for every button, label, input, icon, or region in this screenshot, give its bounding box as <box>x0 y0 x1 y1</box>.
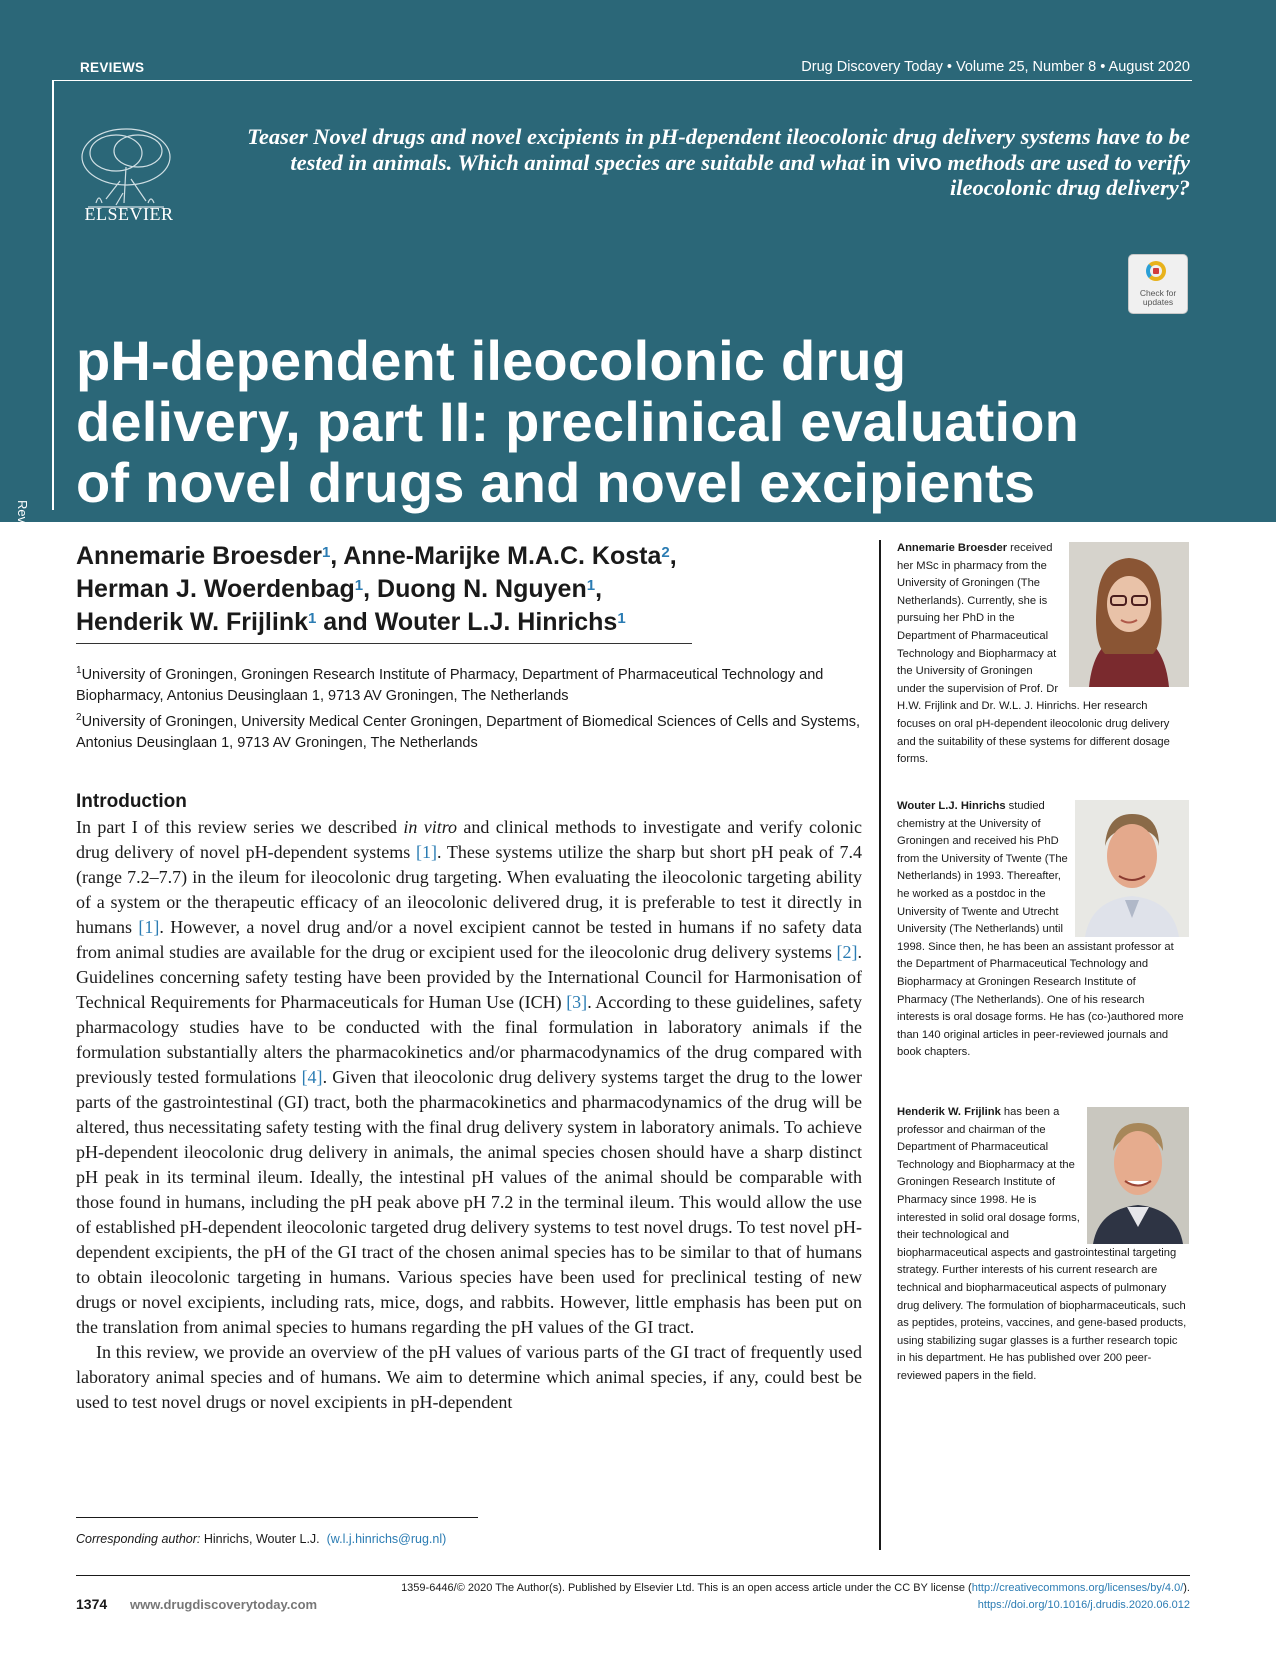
author-separator: and <box>316 608 375 636</box>
body-text-run: . These systems utilize the sharp but short pH peak of 7.4 (range 7.2–7.7) in the ileum for ileocolonic drug targeting. When evaluating the ileocolonic targeting ability of a system or the therapeutic efficacy of an ileocolonic delivered drug, it is preferable to test it directly in humans <box>76 842 863 937</box>
title-line-2: delivery, part II: preclinical evaluation <box>76 390 1080 453</box>
introduction-heading: Introduction <box>76 791 187 812</box>
page-number: 1374 <box>76 1596 108 1612</box>
header-rule <box>52 80 1192 81</box>
doi-link[interactable]: https://doi.org/10.1016/j.drudis.2020.06.012 <box>977 1599 1190 1611</box>
body-text-run: . Given that ileocolonic drug delivery systems target the drug to the lower parts of the gastrointestinal (GI) tract, both the pharmacokinetics and pharmacodynamics of the drug will be altered, thus necessitating safety testing with the final drug delivery system in laboratory animals. To achieve pH-dependent ileocolonic drug delivery in animals, the animal species chosen should have a sharp distinct pH peak in its terminal ileum. Ideally, the intestinal pH values of the animal should be comparable with those found in humans, including the pH peak above pH 7.2 in the terminal ileum. This would allow the use of established pH-dependent ileocolonic targeted drug delivery systems to test novel drugs. To test novel pH-dependent excipients, the pH of the GI tract of the chosen animal species has to be similar to that of humans to obtain ileocolonic targeting in humans. Various species have been used for preclinical testing of new drugs or novel excipients, including rats, mice, dogs, and rabbits. However, little emphasis has been put on the translation from animal species to humans regarding the pH values of the GI tract. <box>76 1067 862 1337</box>
bio-name: Wouter L.J. Hinrichs <box>897 800 1006 812</box>
author-photo <box>1075 800 1189 937</box>
author-affiliation-mark[interactable]: 1 <box>354 577 364 594</box>
body-paragraph <box>76 815 862 1340</box>
bio-name: Annemarie Broesder <box>897 542 1008 554</box>
license-line <box>401 1582 1190 1594</box>
citation-link[interactable]: [1] <box>415 842 437 862</box>
journal-citation: Drug Discovery Today • Volume 25, Number 8 • August 2020 <box>801 59 1190 75</box>
citation-link[interactable]: [2] <box>836 942 858 962</box>
author-name: Duong N. Nguyen <box>377 575 587 603</box>
teaser-part-1: Teaser Novel drugs and novel excipients in pH-dependent ileocolonic drug delivery systems have to be tested in animals. Which animal species are suitable and what <box>247 124 1190 175</box>
authors-underline <box>76 643 692 644</box>
citation-link[interactable]: [1] <box>138 917 160 937</box>
column-divider <box>879 540 881 1550</box>
teaser-part-2: methods are used to verify ileocolonic drug delivery? <box>941 149 1190 200</box>
journal-website-link[interactable]: www.drugdiscoverytoday.com <box>130 1597 318 1612</box>
corresponding-email-link[interactable]: (w.l.j.hinrichs@rug.nl) <box>326 1532 447 1546</box>
author-separator: , <box>595 575 603 603</box>
author-name: Herman J. Woerdenbag <box>76 575 355 603</box>
license-text: 1359-6446/© 2020 The Author(s). Published by Elsevier Ltd. This is an open access article under the CC BY license ( <box>401 1582 972 1594</box>
side-tab-label: KEYNOTE REVIEW <box>15 560 30 686</box>
affiliation-number: 1 <box>76 665 82 676</box>
teaser-text <box>190 124 1190 201</box>
affiliation-item <box>76 660 866 707</box>
bio-body: has been a professor and chairman of the Department of Pharmaceutical Technology and Biopharmacy at the Groningen Research Institute of Pharmacy since 1998. He is interested in solid oral dosage forms, their technological and biopharmaceutical aspects and gastrointestinal targeting strategy. Further interests of his current research are technical and biopharmaceutical aspects of pulmonary drug delivery. The formulation of biopharmaceuticals, such as peptides, proteins, vaccines, and gene-based products, using stabilizing sugar glasses is a further research topic in his department. He has published over 200 peer-reviewed papers in the field. <box>897 1106 1187 1382</box>
side-tab-prefix: Reviews • <box>15 500 30 558</box>
publisher-wordmark: ELSEVIER <box>84 204 174 224</box>
footer-rule <box>76 1575 1190 1576</box>
body-paragraph: In this review, we provide an overview of the pH values of various parts of the GI tract of frequently used laboratory animal species and of humans. We aim to determine which animal species, if any, could best be used to test novel drugs or novel excipients in pH-dependent <box>76 1342 862 1412</box>
crossmark-icon <box>1146 261 1166 281</box>
title-line-1: pH-dependent ileocolonic drug <box>76 329 907 392</box>
article-title <box>76 330 1136 513</box>
teaser-in-vivo: in vivo <box>870 149 942 175</box>
author-affiliation-mark[interactable]: 1 <box>308 610 317 627</box>
corresponding-author <box>76 1532 446 1546</box>
corresponding-label: Corresponding author: <box>76 1532 201 1546</box>
author-photo <box>1069 542 1189 687</box>
citation-link[interactable]: [4] <box>301 1067 323 1087</box>
body-text-run: . Guidelines concerning safety testing have been provided by the International Council for Harmonisation of Technical Requirements for Pharmaceuticals for Human Use (ICH) <box>76 942 862 1012</box>
footnote-rule <box>76 1517 478 1518</box>
section-label: REVIEWS <box>80 60 145 75</box>
body-text-run: In part I of this review series we described <box>76 817 404 837</box>
body-text-run: . According to these guidelines, safety pharmacology studies have to be conducted with the final formulation in laboratory animals if the formulation substantially alters the pharmacokinetics and/or pharmacodynamics of the drug compared with previously tested formulations <box>76 992 862 1087</box>
author-affiliation-mark[interactable]: 1 <box>321 544 331 561</box>
author-name: Henderik W. Frijlink <box>76 608 308 636</box>
bio-name: Henderik W. Frijlink <box>897 1106 1001 1118</box>
license-link[interactable]: http://creativecommons.org/licenses/by/4.0/ <box>971 1582 1184 1594</box>
author-affiliation-mark[interactable]: 1 <box>586 577 596 594</box>
affiliation-text: University of Groningen, University Medical Center Groningen, Department of Biomedical Sciences of Cells and Systems, Antonius Deusinglaan 1, 9713 AV Groningen, The Netherlands <box>76 713 861 751</box>
title-line-3: of novel drugs and novel excipients <box>76 451 1036 514</box>
author-name: Wouter L.J. Hinrichs <box>374 608 618 636</box>
bio-body: received her MSc in pharmacy from the University of Groningen (The Netherlands). Currently, she is pursuing her PhD in the Department of Pharmaceutical Technology and Biopharmacy at the University of Groningen under the supervision of Prof. Dr H.W. Frijlink and Dr. W.L. J. Hinrichs. Her research focuses on oral pH-dependent ileocolonic drug delivery and the suitability of these systems for different dosage forms. <box>897 542 1170 766</box>
author-name: Annemarie Broesder <box>76 542 322 570</box>
license-end: ). <box>1183 1582 1190 1594</box>
introduction-body <box>76 815 862 1415</box>
author-name: Anne-Marijke M.A.C. Kosta <box>343 542 662 570</box>
author-bio <box>897 540 1189 769</box>
author-affiliation-mark[interactable]: 2 <box>661 544 670 561</box>
affiliations <box>76 660 866 754</box>
author-affiliation-mark[interactable]: 1 <box>617 610 626 627</box>
citation-link[interactable]: [3] <box>566 992 588 1012</box>
side-tab <box>10 500 30 700</box>
corresponding-name: Hinrichs, Wouter L.J. <box>200 1532 320 1546</box>
author-separator: , <box>669 542 677 570</box>
author-photo <box>1087 1107 1189 1244</box>
check-for-updates-label: Check for updates <box>1139 288 1177 307</box>
author-separator: , <box>363 575 378 603</box>
affiliation-number: 2 <box>76 711 82 723</box>
body-text-run: and clinical methods to investigate and verify colonic drug delivery of novel pH-dependent systems <box>76 817 862 862</box>
author-list <box>76 540 856 639</box>
affiliation-text: University of Groningen, Groningen Research Institute of Pharmacy, Department of Pharmaceutical Technology and Biopharmacy, Antonius Deusinglaan 1, 9713 AV Groningen, The Netherlands <box>76 666 824 704</box>
author-separator: , <box>330 542 344 570</box>
bio-body: studied chemistry at the University of Groningen and received his PhD from the University of Twente (The Netherlands) in 1993. Thereafter, he worked as a postdoc in the University of Twente and Utrecht University (The Netherlands) until 1998. Since then, he has been an assistant professor at the Department of Pharmaceutical Technology and Biopharmacy at Groningen Research Institute of Pharmacy (The Netherlands). One of his research interests is oral dosage forms. He has (co-)authored more than 140 original articles in peer-reviewed journals and book chapters. <box>897 800 1184 1059</box>
check-for-updates-button[interactable] <box>1128 254 1188 314</box>
author-bio <box>897 798 1189 1062</box>
affiliation-item <box>76 707 866 754</box>
banner-side-rule <box>52 80 54 510</box>
italic-term: in vitro <box>403 817 458 837</box>
body-text-run: . However, a novel drug and/or a novel excipient cannot be tested in humans if no safety data from animal studies are available for the drug or excipient used for the ileocolonic drug delivery systems <box>76 917 863 962</box>
author-bio <box>897 1104 1189 1386</box>
